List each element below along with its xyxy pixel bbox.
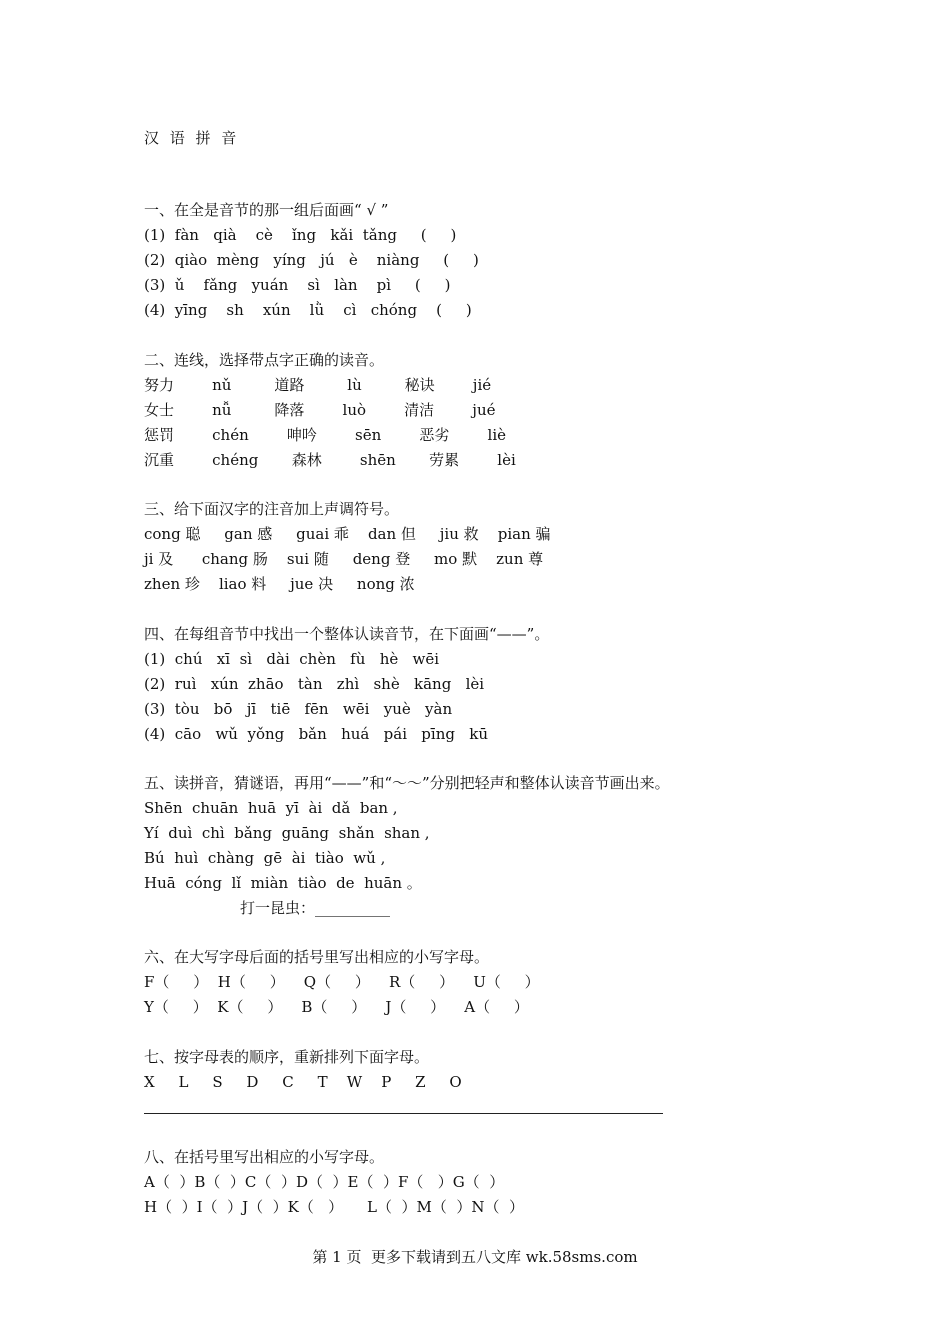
section-2-line: 女士 nǚ 降落 luò 清洁 jué xyxy=(144,401,496,419)
section-4-heading: 四、在每组音节中找出一个整体认读音节，在下面画“——”。 xyxy=(144,625,550,643)
section-2-line: 沉重 chéng 森林 shēn 劳累 lèi xyxy=(144,451,516,469)
section-1-line: (2) qiào mèng yíng jú è niàng ( ) xyxy=(144,251,479,269)
section-1-line: (4) yīng sh xún lǜ cì chóng ( ) xyxy=(144,301,472,319)
section-6-line: Y（ ） K（ ） B（ ） J（ ） A（ ） xyxy=(144,998,529,1016)
section-1 xyxy=(144,198,824,323)
riddle-line: Bú huì chàng gē ài tiào wǔ , xyxy=(144,849,386,867)
riddle-line: Shēn chuān huā yī ài dǎ ban , xyxy=(144,799,398,817)
section-7-line: X L S D C T W P Z O xyxy=(144,1073,462,1091)
page-title: 汉 语 拼 音 xyxy=(144,129,240,147)
section-3-line: cong 聪 gan 感 guai 乖 dan 但 jiu 救 pian 骗 xyxy=(144,525,551,543)
section-1-line: (1) fàn qià cè ǐng kǎi tǎng ( ) xyxy=(144,226,457,244)
section-3-heading: 三、给下面汉字的注音加上声调符号。 xyxy=(144,500,400,518)
section-7-heading: 七、按字母表的顺序，重新排列下面字母。 xyxy=(144,1048,430,1066)
section-3 xyxy=(144,497,824,597)
section-2 xyxy=(144,348,824,473)
section-8 xyxy=(144,1145,824,1220)
section-5-heading: 五、读拼音，猜谜语，再用“——”和“～～”分别把轻声和整体认读音节画出来。 xyxy=(144,774,670,792)
section-4-line: (2) ruì xún zhāo tàn zhì shè kāng lèi xyxy=(144,675,485,693)
section-3-line: ji 及 chang 肠 sui 随 deng 登 mo 默 zun 尊 xyxy=(144,550,544,568)
section-8-line: A（ ）B（ ）C（ ）D（ ）E（ ）F（ ）G（ ） xyxy=(144,1173,505,1191)
answer-underline xyxy=(144,1113,663,1114)
riddle-line: Huā cóng lǐ miàn tiào de huān 。 xyxy=(144,874,422,892)
section-4-line: (3) tòu bō jī tiē fēn wēi yuè yàn xyxy=(144,700,453,718)
riddle-answer-blank: 打一昆虫：__________ xyxy=(240,899,391,917)
section-7 xyxy=(144,1045,824,1095)
riddle-line: Yí duì chì bǎng guāng shǎn shan , xyxy=(144,824,430,842)
section-2-line: 惩罚 chén 呻吟 sēn 恶劣 liè xyxy=(144,426,507,444)
section-2-heading: 二、连线，选择带点字正确的读音。 xyxy=(144,351,385,369)
page-footer: 第 1 页 更多下载请到五八文库 wk.58sms.com xyxy=(312,1248,638,1266)
section-6-line: F（ ） H（ ） Q（ ） R（ ） U（ ） xyxy=(144,973,540,991)
section-1-heading: 一、在全是音节的那一组后面画“ √ ” xyxy=(144,201,389,219)
section-5 xyxy=(144,771,824,921)
section-4 xyxy=(144,622,824,747)
section-4-line: (1) chú xī sì dài chèn fù hè wēi xyxy=(144,650,440,668)
section-8-heading: 八、在括号里写出相应的小写字母。 xyxy=(144,1148,385,1166)
section-1-line: (3) ǔ fǎng yuán sì làn pì ( ) xyxy=(144,276,451,294)
section-6-heading: 六、在大写字母后面的括号里写出相应的小写字母。 xyxy=(144,948,490,966)
section-3-line: zhen 珍 liao 料 jue 决 nong 浓 xyxy=(144,575,415,593)
section-6 xyxy=(144,945,824,1020)
section-2-line: 努力 nǔ 道路 lù 秘诀 jié xyxy=(144,376,492,394)
section-4-line: (4) cāo wǔ yǒng bǎn huá pái pīng kū xyxy=(144,725,489,743)
section-8-line: H（ ）I（ ）J（ ）K（ ） L（ ）M（ ）N（ ） xyxy=(144,1198,525,1216)
